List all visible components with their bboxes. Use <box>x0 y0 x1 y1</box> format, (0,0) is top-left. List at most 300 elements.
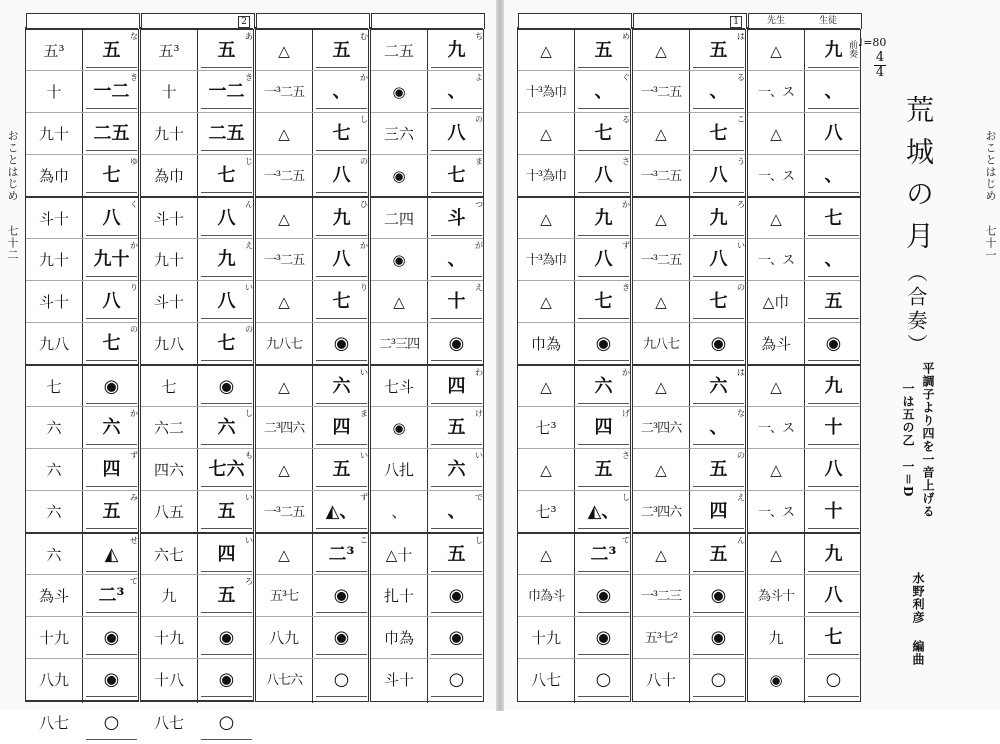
koto-part-1-note: △ <box>540 460 552 479</box>
note-glyph: 五 <box>332 40 351 61</box>
beat-line <box>201 571 252 572</box>
beat-line <box>693 403 744 404</box>
score-row <box>371 406 483 449</box>
koto-part-2-note <box>575 617 632 659</box>
koto-part-2-note <box>313 534 370 576</box>
koto-part-2-note <box>313 113 370 155</box>
score-row <box>748 616 860 659</box>
beat-line <box>86 486 137 487</box>
koto-part-2-note <box>428 407 485 449</box>
koto-part-2-note <box>428 659 485 701</box>
koto-part-1-note: ◉ <box>392 418 406 437</box>
score-row <box>518 364 630 408</box>
score-row <box>141 574 253 617</box>
note-glyph: 八 <box>824 585 843 606</box>
score-row <box>141 364 253 408</box>
koto-part-2-note <box>313 323 370 365</box>
score-row <box>371 70 483 113</box>
note-glyph: 八 <box>332 249 351 270</box>
note-glyph: ○ <box>218 712 235 733</box>
koto-part-1-note: 八十 <box>645 670 676 689</box>
score-row <box>256 28 368 72</box>
koto-part-2-note <box>690 491 747 533</box>
koto-part-2-note <box>313 30 370 72</box>
note-glyph: 、 <box>824 165 843 186</box>
score-column <box>747 16 861 702</box>
koto-part-2-note <box>690 239 747 281</box>
koto-part-1-note: 十 <box>161 82 177 101</box>
koto-part-2-note <box>198 575 255 617</box>
lyric-kana: ゆ <box>130 157 138 166</box>
beat-line <box>316 696 367 697</box>
score-row <box>371 112 483 155</box>
lyric-kana: ひ <box>360 200 368 209</box>
left-side-label: おことはじめ <box>6 130 19 202</box>
lyric-kana: う <box>737 157 745 166</box>
note-glyph: ◭、 <box>587 501 620 522</box>
koto-part-1-note: △ <box>278 460 290 479</box>
koto-part-1-note: 為巾 <box>153 166 184 185</box>
beat-line <box>201 528 252 529</box>
koto-part-2-note <box>428 71 485 113</box>
lyric-kana: わ <box>475 368 483 377</box>
note-glyph: 六 <box>217 417 236 438</box>
note-glyph: 二五 <box>93 123 130 144</box>
koto-part-1-note: 八五 <box>153 502 184 521</box>
koto-part-2-note <box>198 155 255 197</box>
koto-part-2-note <box>83 534 140 576</box>
column-tab <box>518 13 632 29</box>
koto-part-2-note <box>313 366 370 408</box>
note-glyph: 四 <box>447 376 466 397</box>
beat-line <box>431 486 482 487</box>
score-row <box>633 28 745 72</box>
beat-line <box>316 318 367 319</box>
koto-part-1-note: △ <box>393 292 405 311</box>
beat-line <box>316 612 367 613</box>
note-glyph: 八 <box>447 123 466 144</box>
koto-part-2-note <box>428 281 485 323</box>
beat-line <box>808 571 859 572</box>
lyric-kana: く <box>130 200 138 209</box>
koto-part-2-note <box>313 659 370 701</box>
koto-part-1-note: 五³ <box>158 41 180 60</box>
score-row <box>748 658 860 701</box>
beat-line <box>316 654 367 655</box>
arranger-label: 編曲 <box>911 640 925 666</box>
note-glyph: ◉ <box>825 333 842 354</box>
note-glyph: 七六 <box>208 459 245 480</box>
koto-part-2-note <box>198 198 255 240</box>
note-glyph: 八 <box>824 459 843 480</box>
koto-part-1-note: 一³二五 <box>263 84 305 100</box>
beat-line <box>431 235 482 236</box>
koto-part-2-note <box>805 239 862 281</box>
column-tab <box>256 13 370 29</box>
koto-part-2-note <box>690 407 747 449</box>
koto-part-1-note: △ <box>655 545 667 564</box>
score-row <box>26 364 138 408</box>
note-glyph: 五 <box>447 417 466 438</box>
beat-line <box>316 486 367 487</box>
koto-part-1-note: △ <box>278 124 290 143</box>
note-glyph: 七 <box>709 291 728 312</box>
koto-part-2-note <box>198 491 255 533</box>
lyric-kana: ぐ <box>622 73 630 82</box>
score-row <box>518 490 630 533</box>
note-glyph: 、 <box>709 81 728 102</box>
koto-part-1-note: 二五 <box>383 41 414 60</box>
note-glyph: 九 <box>824 376 843 397</box>
beat-line <box>201 360 252 361</box>
score-row <box>256 448 368 491</box>
beat-line <box>431 654 482 655</box>
score-row <box>748 70 860 113</box>
koto-part-1-note: △ <box>540 209 552 228</box>
score-row <box>748 28 860 72</box>
koto-part-2-note <box>575 239 632 281</box>
note-glyph: 七 <box>217 165 236 186</box>
koto-part-1-note: 為斗十 <box>757 588 794 604</box>
beat-line <box>431 192 482 193</box>
lyric-kana: は <box>737 32 745 41</box>
beat-line <box>201 318 252 319</box>
koto-part-2-note <box>575 449 632 491</box>
koto-part-2-note <box>690 113 747 155</box>
koto-part-1-note: 九十 <box>38 124 69 143</box>
beat-line <box>316 360 367 361</box>
note-glyph: ○ <box>448 669 465 690</box>
note-glyph: 八 <box>332 165 351 186</box>
koto-part-1-note: △ <box>655 377 667 396</box>
note-glyph: ◉ <box>448 627 465 648</box>
koto-part-1-note: △ <box>278 209 290 228</box>
lyric-kana: む <box>360 32 368 41</box>
koto-part-2-note <box>198 239 255 281</box>
beat-line <box>316 571 367 572</box>
note-glyph: 七 <box>594 123 613 144</box>
koto-part-1-note: 一、ス <box>757 504 794 520</box>
score-row <box>256 196 368 240</box>
note-glyph: 六 <box>102 417 121 438</box>
lyric-kana: い <box>360 451 368 460</box>
koto-part-2-note <box>83 155 140 197</box>
koto-part-2-note <box>428 617 485 659</box>
koto-part-1-note: 十九 <box>530 628 561 647</box>
koto-part-1-note: 六 <box>46 418 62 437</box>
score-row <box>371 658 483 701</box>
koto-part-1-note: 七斗 <box>383 377 414 396</box>
koto-part-1-note: △ <box>770 41 782 60</box>
beat-line <box>578 360 629 361</box>
note-glyph: 九 <box>594 208 613 229</box>
note-glyph: ◉ <box>595 333 612 354</box>
score-row <box>141 406 253 449</box>
lyric-kana: し <box>475 536 483 545</box>
koto-part-2-note <box>690 366 747 408</box>
beat-line <box>201 235 252 236</box>
note-glyph: 七 <box>102 165 121 186</box>
koto-part-1-note: 六 <box>46 502 62 521</box>
lyric-kana: ろ <box>737 200 745 209</box>
beat-line <box>316 150 367 151</box>
note-glyph: 四 <box>594 417 613 438</box>
score-row <box>141 112 253 155</box>
koto-part-2-note <box>428 30 485 72</box>
koto-part-1-note: 五³七 <box>269 588 299 604</box>
koto-part-2-note <box>805 407 862 449</box>
score-column <box>517 27 631 702</box>
beat-line <box>693 235 744 236</box>
koto-part-1-note: 為斗 <box>760 334 791 353</box>
beat-line <box>86 108 137 109</box>
koto-part-2-note <box>575 659 632 701</box>
lyric-kana: え <box>475 283 483 292</box>
score-row <box>633 280 745 323</box>
koto-part-2-note <box>83 491 140 533</box>
beat-line <box>316 403 367 404</box>
beat-line <box>316 108 367 109</box>
lyric-kana: え <box>737 493 745 502</box>
score-row <box>633 574 745 617</box>
lyric-kana: よ <box>475 73 483 82</box>
koto-part-1-note: 二³四六 <box>263 420 305 436</box>
koto-part-1-note: 一、ス <box>757 420 794 436</box>
koto-part-2-note <box>428 239 485 281</box>
koto-part-1-note: 九八七 <box>265 336 302 352</box>
score-row <box>26 238 138 281</box>
koto-part-1-note: △ <box>278 41 290 60</box>
koto-part-1-note: 七³ <box>535 502 557 521</box>
koto-part-1-note: 五³ <box>43 41 65 60</box>
koto-part-1-note: 五³七² <box>644 630 678 646</box>
note-glyph: 二五 <box>208 123 245 144</box>
lyric-kana: ち <box>475 32 483 41</box>
beat-line <box>316 528 367 529</box>
note-glyph: ◉ <box>333 333 350 354</box>
koto-part-1-note: 、 <box>391 502 407 521</box>
timesig-top: 4 <box>875 50 885 65</box>
note-glyph: 六 <box>709 376 728 397</box>
beat-line <box>808 108 859 109</box>
koto-part-1-note: △ <box>540 41 552 60</box>
koto-part-1-note: 扎十 <box>383 586 414 605</box>
beat-line <box>578 528 629 529</box>
note-glyph: 八 <box>217 208 236 229</box>
score-row <box>748 448 860 491</box>
column-tab <box>141 13 255 29</box>
score-row <box>256 238 368 281</box>
koto-part-1-note: 十 <box>46 82 62 101</box>
koto-part-1-note: 二³三四 <box>378 336 420 352</box>
column-tab-label: 2 <box>238 16 250 28</box>
koto-part-2-note <box>83 575 140 617</box>
note-glyph: ◉ <box>103 627 120 648</box>
note-glyph: 一二 <box>208 81 245 102</box>
lyric-kana: か <box>130 409 138 418</box>
koto-part-2-note <box>83 659 140 701</box>
koto-part-1-note: △ <box>278 377 290 396</box>
note-glyph: 五 <box>594 459 613 480</box>
koto-part-1-note: 九 <box>161 586 177 605</box>
koto-part-1-note: 一³二五 <box>263 504 305 520</box>
koto-part-2-note <box>805 113 862 155</box>
beat-line <box>316 192 367 193</box>
score-row <box>371 490 483 533</box>
koto-part-2-note <box>690 281 747 323</box>
score-row <box>633 154 745 197</box>
note-glyph: 、 <box>594 81 613 102</box>
koto-part-2-note <box>198 659 255 701</box>
koto-part-1-note: △ <box>540 292 552 311</box>
beat-line <box>431 612 482 613</box>
koto-part-1-note: 十³為巾 <box>525 252 567 268</box>
note-glyph: ◉ <box>448 333 465 354</box>
score-row <box>26 70 138 113</box>
koto-part-1-note: 斗十 <box>153 209 184 228</box>
beat-line <box>86 150 137 151</box>
score-row <box>141 280 253 323</box>
score-row <box>141 700 253 744</box>
score-row <box>748 280 860 323</box>
koto-part-1-note: 八九 <box>268 628 299 647</box>
score-row <box>26 658 138 701</box>
lyric-kana: の <box>360 157 368 166</box>
note-glyph: 九 <box>447 40 466 61</box>
beat-line <box>578 108 629 109</box>
beat-line <box>86 360 137 361</box>
right-page-number: 七十一 <box>984 225 997 261</box>
beat-line <box>431 67 482 68</box>
koto-part-2-note <box>198 617 255 659</box>
beat-line <box>808 612 859 613</box>
beat-line <box>578 654 629 655</box>
beat-line <box>808 360 859 361</box>
koto-part-1-note: ◉ <box>392 250 406 269</box>
koto-part-1-note: 三六 <box>383 124 414 143</box>
book-gutter <box>496 0 504 711</box>
koto-part-1-note: △ <box>655 41 667 60</box>
note-glyph: 、 <box>447 501 466 522</box>
koto-part-1-note: 八七六 <box>265 672 302 688</box>
note-glyph: ○ <box>825 669 842 690</box>
beat-line <box>431 528 482 529</box>
koto-part-1-note: 一³二五 <box>640 168 682 184</box>
note-glyph: 八 <box>594 249 613 270</box>
koto-part-2-note <box>83 71 140 113</box>
beat-line <box>693 444 744 445</box>
note-glyph: 二³ <box>98 585 125 606</box>
note-glyph: 十 <box>824 501 843 522</box>
score-row <box>633 532 745 576</box>
note-glyph: ◉ <box>595 627 612 648</box>
koto-part-1-note: 斗十 <box>38 209 69 228</box>
beat-line <box>86 235 137 236</box>
beat-line <box>201 67 252 68</box>
koto-part-2-note <box>198 366 255 408</box>
teacher-label: 先生 <box>767 16 786 26</box>
note-glyph: ◉ <box>710 627 727 648</box>
note-glyph: 五 <box>102 40 121 61</box>
koto-part-2-note <box>428 575 485 617</box>
koto-part-2-note <box>575 575 632 617</box>
beat-line <box>86 192 137 193</box>
koto-part-2-note <box>690 323 747 365</box>
note-glyph: 五 <box>332 459 351 480</box>
time-signature <box>874 52 886 79</box>
koto-part-2-note <box>83 366 140 408</box>
score-row <box>256 364 368 408</box>
score-row <box>26 490 138 533</box>
score-row <box>141 490 253 533</box>
koto-part-1-note: △ <box>770 545 782 564</box>
koto-part-1-note: 一³二五 <box>263 252 305 268</box>
koto-part-2-note <box>690 198 747 240</box>
beat-line <box>431 108 482 109</box>
koto-part-2-note <box>428 534 485 576</box>
lyric-kana: こ <box>737 115 745 124</box>
koto-part-2-note <box>575 534 632 576</box>
koto-part-1-note: 十³為巾 <box>525 84 567 100</box>
koto-part-2-note <box>83 198 140 240</box>
note-glyph: ◉ <box>448 585 465 606</box>
lyric-kana: で <box>475 493 483 502</box>
koto-part-1-note: 八扎 <box>383 460 414 479</box>
koto-part-1-note: 七 <box>161 377 177 396</box>
score-row <box>256 490 368 533</box>
lyric-kana: い <box>360 368 368 377</box>
beat-line <box>808 67 859 68</box>
score-row <box>256 616 368 659</box>
score-row <box>633 196 745 240</box>
lyric-kana: い <box>245 283 253 292</box>
koto-part-2-note <box>313 407 370 449</box>
koto-part-1-note: 巾為 <box>530 334 561 353</box>
koto-part-1-note: △ <box>770 377 782 396</box>
score-row <box>518 574 630 617</box>
note-glyph: 八 <box>217 291 236 312</box>
koto-part-1-note: 八七 <box>38 713 69 732</box>
koto-part-2-note <box>313 239 370 281</box>
lyric-kana: が <box>475 241 483 250</box>
note-glyph: ○ <box>595 669 612 690</box>
score-row <box>518 616 630 659</box>
beat-line <box>86 612 137 613</box>
note-glyph: ◉ <box>333 585 350 606</box>
column-tab <box>748 13 862 29</box>
beat-line <box>86 318 137 319</box>
koto-part-2-note <box>690 617 747 659</box>
lyric-kana: の <box>475 115 483 124</box>
piece-title: 荒城の月 <box>902 95 935 263</box>
score-row <box>26 616 138 659</box>
lyric-kana: ず <box>130 451 138 460</box>
score-row <box>748 406 860 449</box>
lyric-kana: ず <box>622 241 630 250</box>
koto-part-1-note: 十³為巾 <box>525 168 567 184</box>
note-glyph: 一二 <box>93 81 130 102</box>
note-glyph: 九十 <box>93 249 130 270</box>
koto-part-1-note: 一³二五 <box>640 252 682 268</box>
koto-part-1-note: △ <box>278 292 290 311</box>
score-row <box>518 406 630 449</box>
note-glyph: 二³ <box>590 544 617 565</box>
beat-line <box>431 150 482 151</box>
lyric-kana: ず <box>360 493 368 502</box>
score-row <box>26 154 138 197</box>
note-glyph: ◉ <box>103 669 120 690</box>
koto-part-2-note <box>198 534 255 576</box>
